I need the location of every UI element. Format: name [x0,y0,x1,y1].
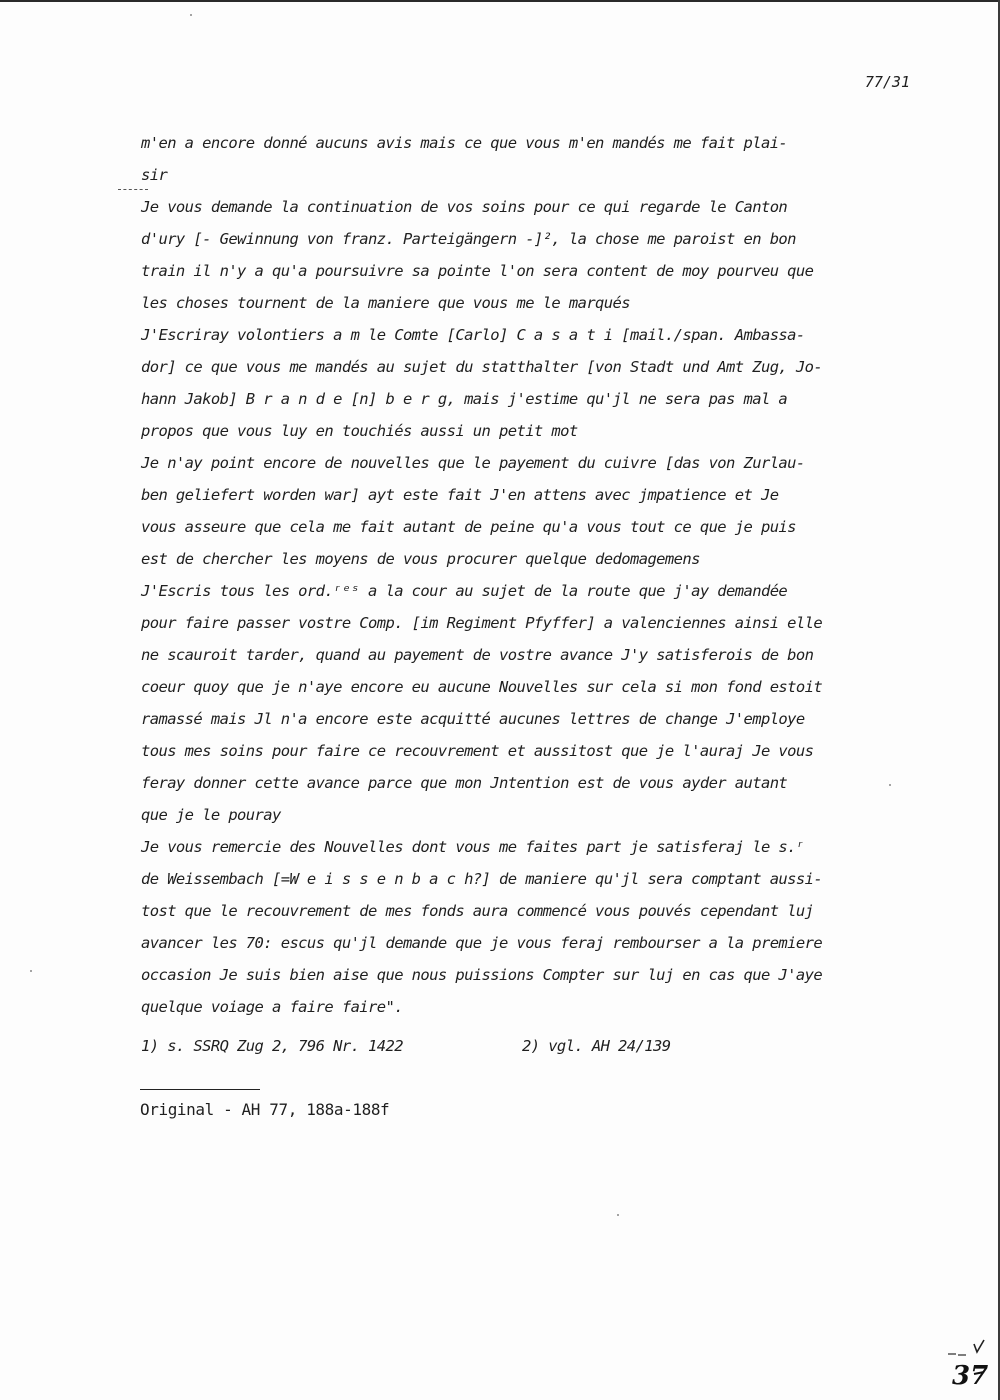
source-divider [140,1089,260,1090]
text-line: de Weissembach [=W e i s s e n b a c h?] de maniere qu'jl sera comptant aussi- [141,870,823,888]
text-line: les choses tournent de la maniere que vous me le marqués [141,294,630,312]
text-line: pour faire passer vostre Comp. [im Regiment Pfyffer] a valenciennes ainsi elle [141,614,823,632]
text-line: Je vous remercie des Nouvelles dont vous me faites part je satisferaj le s.ʳ [141,838,805,856]
text-line: Je n'ay point encore de nouvelles que le payement du cuivre [das von Zurlau- [141,454,805,472]
text-line: coeur quoy que je n'aye encore eu aucune Nouvelles sur cela si mon fond estoit [141,678,823,696]
text-line: hann Jakob] B r a n d e [n] b e r g, mais j'estime qu'jl ne sera pas mal a [141,390,788,408]
text-line: dor] ce que vous me mandés au sujet du statthalter [von Stadt und Amt Zug, Jo- [141,358,823,376]
handwritten-number-mark [944,1338,988,1388]
text-line: est de chercher les moyens de vous procurer quelque dedomagemens [141,550,700,568]
text-line: d'ury [- Gewinnung von franz. Parteigängern -]², la chose me paroist en bon [141,230,796,248]
footnote-2: 2) vgl. AH 24/139 [522,1037,671,1055]
text-line: tous mes soins pour faire ce recouvrement et aussitost que je l'auraj Je vous [141,742,814,760]
text-line: tost que le recouvrement de mes fonds aura commencé vous pouvés cependant luj [141,902,814,920]
text-line: ben geliefert worden war] ayt este fait J'en attens avec jmpatience et Je [141,486,779,504]
top-border [0,0,1000,2]
text-line: J'Escriray volontiers a m le Comte [Carlo] C a s a t i [mail./span. Ambassa- [141,326,805,344]
text-line: sir [141,166,168,184]
text-line: vous asseure que cela me fait autant de peine qu'a vous tout ce que je puis [141,518,796,536]
text-line: feray donner cette avance parce que mon Jntention est de vous ayder autant [141,774,788,792]
text-line: Je vous demande la continuation de vos soins pour ce qui regarde le Canton [141,198,788,216]
archive-stamp [944,1338,988,1388]
text-line: quelque voiage a faire faire". [141,998,403,1016]
text-line: m'en a encore donné aucuns avis mais ce que vous m'en mandés me fait plai- [141,134,788,152]
scan-speck [617,1214,619,1216]
svg-text:37: 37 [952,1361,988,1388]
scan-speck [30,970,32,972]
text-line: train il n'y a qu'a poursuivre sa pointe l'on sera content de moy pourveu que [141,262,814,280]
text-line: J'Escris tous les ord.ʳᵉˢ a la cour au sujet de la route que j'ay demandée [141,582,788,600]
text-line: ramassé mais Jl n'a encore este acquitté aucunes lettres de change J'employe [141,710,805,728]
source-citation: Original - AH 77, 188a-188f [140,1100,390,1119]
letter-body [141,127,931,1023]
text-line: que je le pouray [141,806,281,824]
text-line: ne scauroit tarder, quand au payement de vostre avance J'y satisferois de bon [141,646,814,664]
text-line: avancer les 70: escus qu'jl demande que je vous feraj rembourser a la premiere [141,934,823,952]
page-number: 77/31 [864,73,910,91]
text-line: propos que vous luy en touchiés aussi un petit mot [141,422,578,440]
text-line: occasion Je suis bien aise que nous puissions Compter sur luj en cas que J'aye [141,966,823,984]
footnote-1: 1) s. SSRQ Zug 2, 796 Nr. 1422 [141,1037,403,1055]
footnotes [141,1037,841,1061]
scan-speck [889,784,891,786]
scan-speck [190,14,192,16]
